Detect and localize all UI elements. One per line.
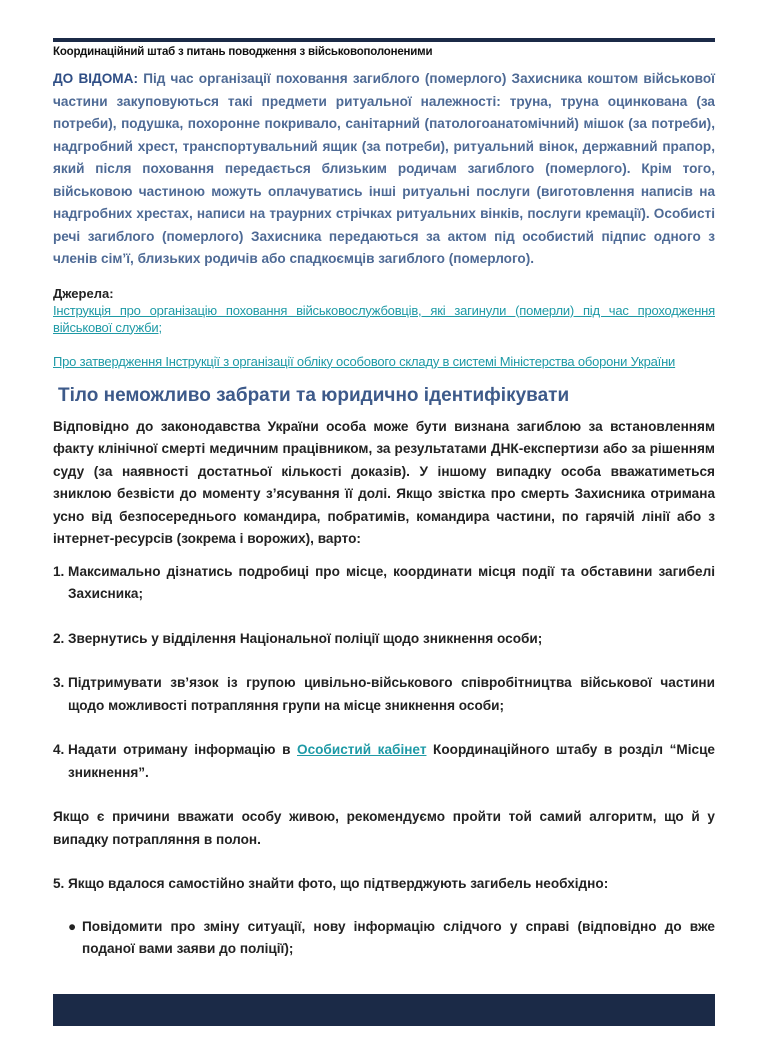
step-item (53, 873, 715, 896)
step-text: Максимально дізнатись подробиці про місце, координати місця події та обставини загибелі Захисника; (68, 563, 715, 601)
bullet-item (68, 916, 715, 961)
step-item (53, 561, 715, 606)
step-number: 1. (53, 563, 65, 579)
step-number: 4. (53, 742, 65, 757)
notice-lead: ДО ВІДОМА: (53, 71, 138, 86)
document-header-title: Координаційний штаб з питань поводження з військовополоненими (53, 46, 433, 58)
step-text: Якщо вдалося самостійно знайти фото, що підтверджують загибель необхідно: (68, 876, 609, 891)
section-title: Тіло неможливо забрати та юридично ідентифікувати (58, 384, 570, 406)
header-divider-bar (53, 38, 715, 42)
step-text (68, 739, 715, 784)
section-intro: Відповідно до законодавства України особа може бути визнана загиблою за встановленням факту клінічної смерті медичним працівником, за результатами ДНК-експертизи або за рішенням суду (за наявності достатньої кількості доказів). У іншому випадку особа вважатиметься зниклою безвісти до моменту з’ясування її долі. Якщо звістка про смерть Захисника отримана усно від безпосереднього командира, побратимів, командира частини, по гарячій лінії або з інтернет-ресурсів (зокрема і ворожих), варто: (53, 418, 715, 546)
step-text-before: Надати отриману інформацію в (68, 742, 297, 757)
step-text: Звернутись у відділення Національної поліції щодо зникнення особи; (68, 630, 543, 646)
step-number: 3. (53, 675, 65, 690)
source-link-personnel-accounting[interactable]: Про затвердження Інструкції з організації обліку особового складу в системі Міністерства оборони України (53, 353, 676, 369)
personal-cabinet-link[interactable]: Особистий кабінет (297, 742, 427, 757)
source-link-burial-instruction[interactable]: Інструкція про організацію поховання військовослужбовців, які загинули (померли) під час проходження військової служби; (53, 302, 715, 335)
sources-label: Джерела: (53, 285, 114, 301)
step-text-after: Координаційного штабу в розділ “Місце зникнення”. (68, 742, 715, 780)
step-number: 2. (53, 630, 65, 646)
notice-text: Під час організації поховання загиблого (померлого) Захисника коштом військової частини закуповуються такі предмети ритуальної належності: труна, труна оцинкована (за потреби), подушка, похоронне покривало, санітарний (патологоанатомічний) мішок (за потреби), надгробний хрест, транспортувальний ящик (за потреби), ритуальний вінок, державний прапор, який після поховання передається близьким родичам загиблого (померлого). Крім того, військовою частиною можуть оплачуватись інші ритуальні послуги (виготовлення написів на надгробних хрестах, написи на траурних стрічках ритуальних вінків, послуги кремації). Особисті речі загиблого (померлого) Захисника передаються за актом під особистий підпис одного з членів сім’ї, близьких родичів або спадкоємців загиблого (померлого). (53, 71, 715, 266)
step-item (53, 672, 715, 717)
alive-note: Якщо є причини вважати особу живою, рекомендуємо пройти той самий алгоритм, що й у випадку потрапляння в полон. (53, 809, 715, 847)
step-text: Підтримувати зв’язок із групою цивільно-військового співробітництва військової частини щодо можливості потрапляння групи на місце зникнення особи; (68, 675, 715, 713)
document-body (53, 68, 715, 961)
step-number: 5. (53, 876, 65, 891)
notice-paragraph (53, 68, 715, 271)
footer-bar (53, 994, 715, 1026)
bullet-icon: ● (68, 918, 77, 934)
bullet-text: Повідомити про зміну ситуації, нову інформацію слідчого у справі (відповідно до вже поданої вами заяви до поліції); (82, 918, 715, 956)
step-item (53, 739, 715, 784)
step-item (53, 628, 715, 651)
steps-list (53, 561, 715, 785)
